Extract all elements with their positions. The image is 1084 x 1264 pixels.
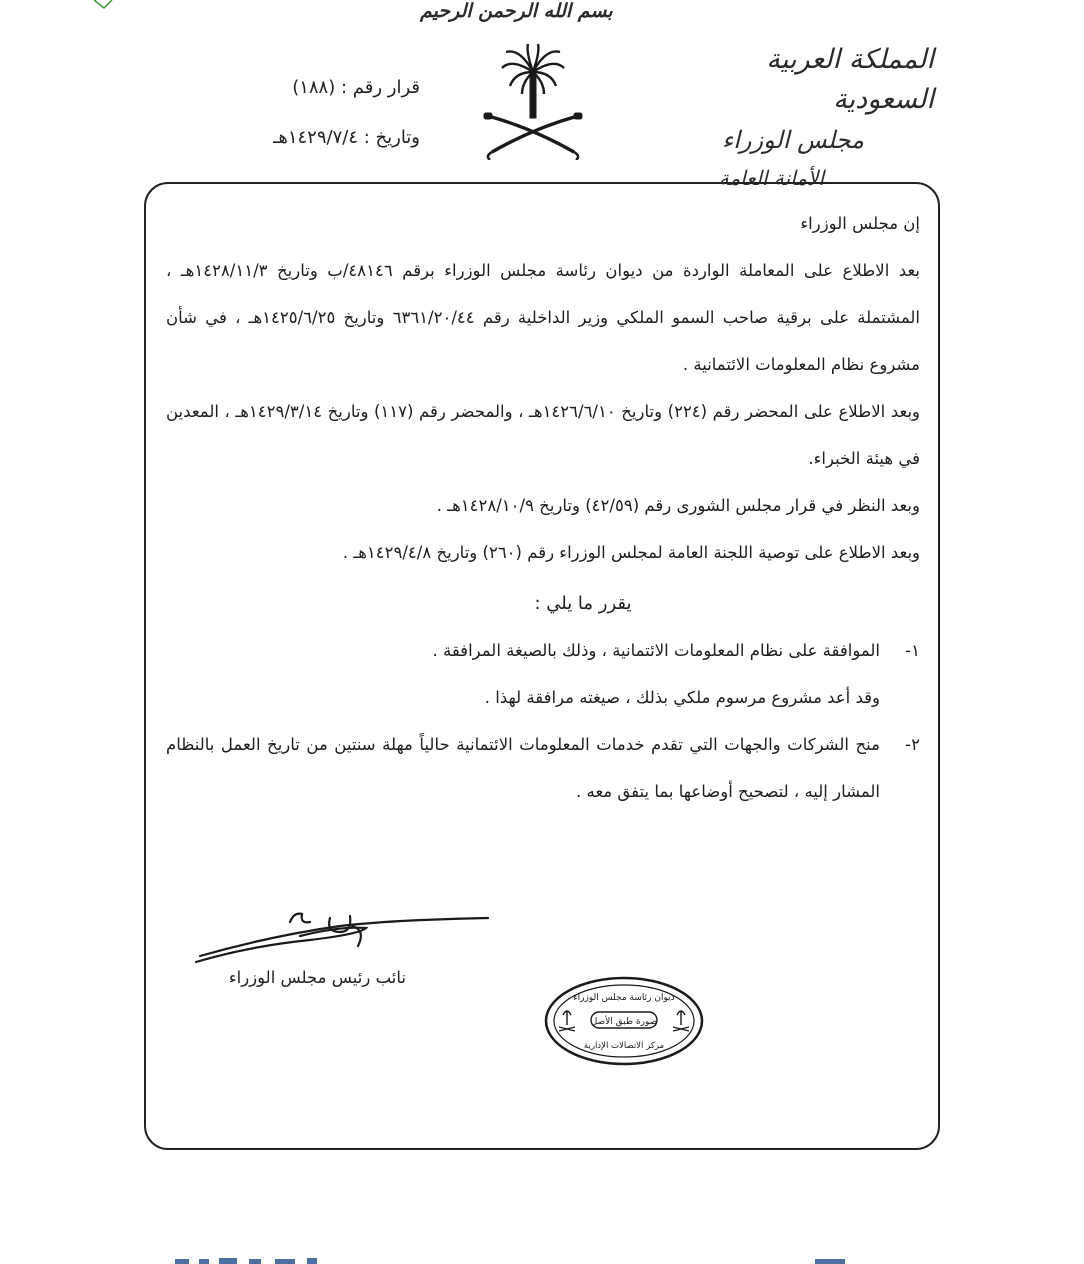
item-text: وقد أعد مشروع مرسوم ملكي بذلك ، صيغته مرافقة لهذا . bbox=[484, 688, 880, 707]
preamble-paragraph-4: وبعد الاطلاع على توصية اللجنة العامة لمجلس الوزراء رقم (٢٦٠) وتاريخ ١٤٢٩/٤/٨هـ . bbox=[342, 543, 920, 562]
handwritten-signature bbox=[190, 906, 490, 976]
opening-line: إن مجلس الوزراء bbox=[800, 214, 920, 233]
letterhead-ministry bbox=[674, 40, 934, 196]
item-number: ١- bbox=[905, 641, 920, 660]
decision-number: قرار رقم : (١٨٨) bbox=[292, 77, 420, 98]
decides-heading: يقرر ما يلي : bbox=[534, 593, 632, 614]
item-text: منح الشركات والجهات التي تقدم خدمات المعلومات الائتمانية حالياً مهلة سنتين من تاريخ العمل بالنظام المشار إليه ، لتصحيح أوضاعها بما يتفق معه . bbox=[166, 735, 880, 801]
council-name: مجلس الوزراء bbox=[721, 126, 864, 154]
secretariat-name: الأمانة العامة bbox=[718, 166, 824, 190]
green-corner-mark bbox=[92, 0, 114, 10]
preamble-paragraph-1: بعد الاطلاع على المعاملة الواردة من ديوان رئاسة مجلس الوزراء برقم ٤٨١٤٦/ب وتاريخ ١٤٢٨/١١/٣هـ ، المشتملة على برقية صاحب السمو الملكي وزير الداخلية رقم ٦٣٦١/٢٠/٤٤ وتاريخ ١٤٢٥/٦/٢٥هـ ، في شأن مشروع نظام المعلومات الائتمانية . bbox=[166, 261, 920, 374]
decision-body bbox=[166, 200, 920, 815]
item-number: ٢- bbox=[905, 735, 920, 754]
decision-date: وتاريخ : ١٤٢٩/٧/٤هـ bbox=[273, 127, 420, 148]
basmala-calligraphy: بسم الله الرحمن الرحيم bbox=[420, 0, 613, 22]
seal-bottom-text: مركز الاتصالات الإدارية bbox=[583, 1041, 665, 1051]
seal-center-text: صورة طبق الأصل bbox=[590, 1017, 658, 1027]
country-name: المملكة العربية السعودية bbox=[766, 44, 934, 115]
footer-scan-artifact bbox=[175, 1257, 855, 1264]
decision-item bbox=[166, 721, 920, 815]
signer-title: نائب رئيس مجلس الوزراء bbox=[228, 968, 406, 987]
seal-top-text: ديوان رئاسة مجلس الوزراء bbox=[573, 993, 675, 1003]
decision-item bbox=[166, 627, 920, 674]
decision-item-note bbox=[166, 674, 920, 721]
item-text: الموافقة على نظام المعلومات الائتمانية ، وذلك بالصيغة المرافقة . bbox=[432, 641, 880, 660]
palm-and-swords-emblem-icon bbox=[482, 42, 584, 160]
official-stamp-seal bbox=[543, 975, 705, 1067]
preamble-paragraph-2: وبعد الاطلاع على المحضر رقم (٢٢٤) وتاريخ ١٤٢٦/٦/١٠هـ ، والمحضر رقم (١١٧) وتاريخ ١٤٢٩/٣/١٤هـ ، المعدين في هيئة الخبراء. bbox=[166, 402, 921, 468]
decision-reference bbox=[190, 70, 420, 170]
preamble-paragraph-3: وبعد النظر في قرار مجلس الشورى رقم (٤٢/٥٩) وتاريخ ١٤٢٨/١٠/٩هـ . bbox=[436, 496, 920, 515]
